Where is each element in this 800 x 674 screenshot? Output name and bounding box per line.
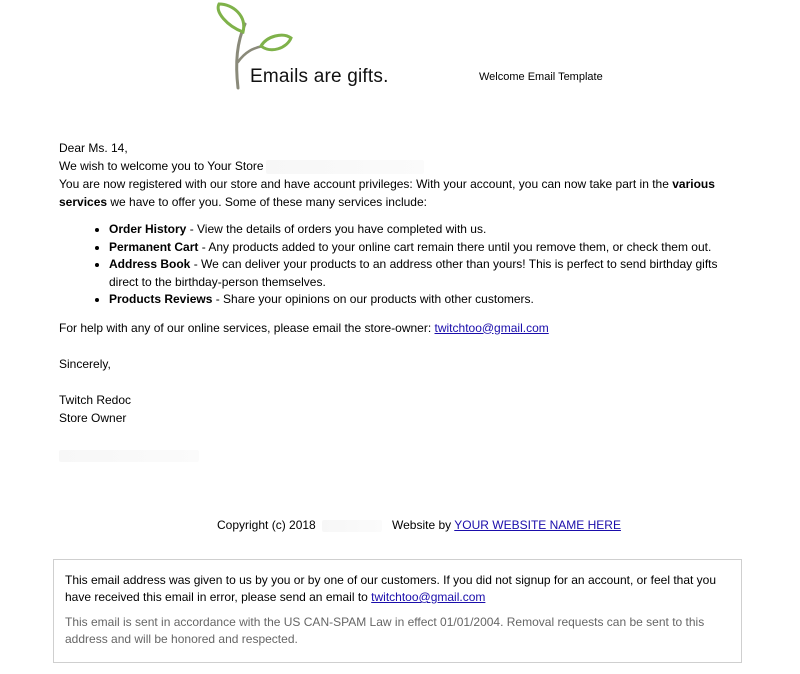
can-spam-notice: This email is sent in accordance with the US CAN-SPAM Law in effect 01/01/2004. Removal requests can be sent to this address and will be honored and respected. [65, 615, 705, 646]
service-desc: - View the details of orders you have completed with us. [186, 222, 487, 236]
disclaimer-line [65, 572, 730, 606]
website-link[interactable]: YOUR WEBSITE NAME HERE [454, 518, 621, 532]
template-label: Welcome Email Template [479, 71, 603, 83]
signature-title: Store Owner [59, 410, 127, 425]
disclaimer-email-link[interactable]: twitchtoo@gmail.com [371, 590, 486, 604]
logo-tagline: Emails are gifts. [250, 66, 389, 87]
help-line [59, 319, 719, 337]
email-body [59, 139, 719, 465]
welcome-line [59, 157, 719, 175]
service-title: Address Book [109, 257, 191, 271]
service-desc: - Share your opinions on our products with other customers. [212, 292, 534, 306]
services-list [59, 221, 719, 309]
closing: Sincerely, [59, 356, 111, 371]
redacted-block [59, 450, 199, 462]
copyright-text: Copyright (c) 2018 [217, 518, 316, 532]
intro-text: You are now registered with our store and have account privileges: With your account, you can now take part in the [59, 177, 673, 191]
help-text: For help with any of our online services, please email the store-owner: [59, 320, 435, 335]
help-email-link[interactable]: twitchtoo@gmail.com [434, 320, 549, 335]
signature-name: Twitch Redoc [59, 392, 132, 407]
greeting: Dear Ms. 14, [59, 141, 128, 155]
redacted-block [266, 160, 424, 174]
service-desc: - We can deliver your products to an address other than yours! This is perfect to send birthday gifts direct to the birthday-person themselves. [109, 257, 718, 289]
service-title: Products Reviews [109, 292, 213, 306]
email-header [0, 0, 800, 100]
service-item-order-history [109, 221, 719, 239]
intro-bold: various services [59, 177, 715, 209]
service-item-address-book [109, 256, 719, 291]
service-item-permanent-cart [109, 239, 719, 257]
redacted-row [59, 447, 719, 465]
redacted-block [322, 520, 382, 532]
intro-text-end: we have to offer you. Some of these many services include: [107, 195, 427, 209]
disclaimer-text: This email address was given to us by you or by one of our customers. If you did not signup for an account, or feel that you have received this email in error, please send an email to [65, 573, 717, 604]
service-item-product-reviews [109, 291, 719, 309]
website-prefix: Website by [392, 518, 455, 532]
service-desc: - Any products added to your online cart remain there until you remove them, or check them out. [198, 239, 712, 254]
website-credit [392, 518, 621, 532]
intro-paragraph [59, 175, 719, 211]
service-title: Permanent Cart [109, 239, 199, 254]
disclaimer-box [53, 559, 742, 663]
service-title: Order History [109, 222, 187, 236]
welcome-text: We wish to welcome you to Your Store [59, 159, 264, 173]
